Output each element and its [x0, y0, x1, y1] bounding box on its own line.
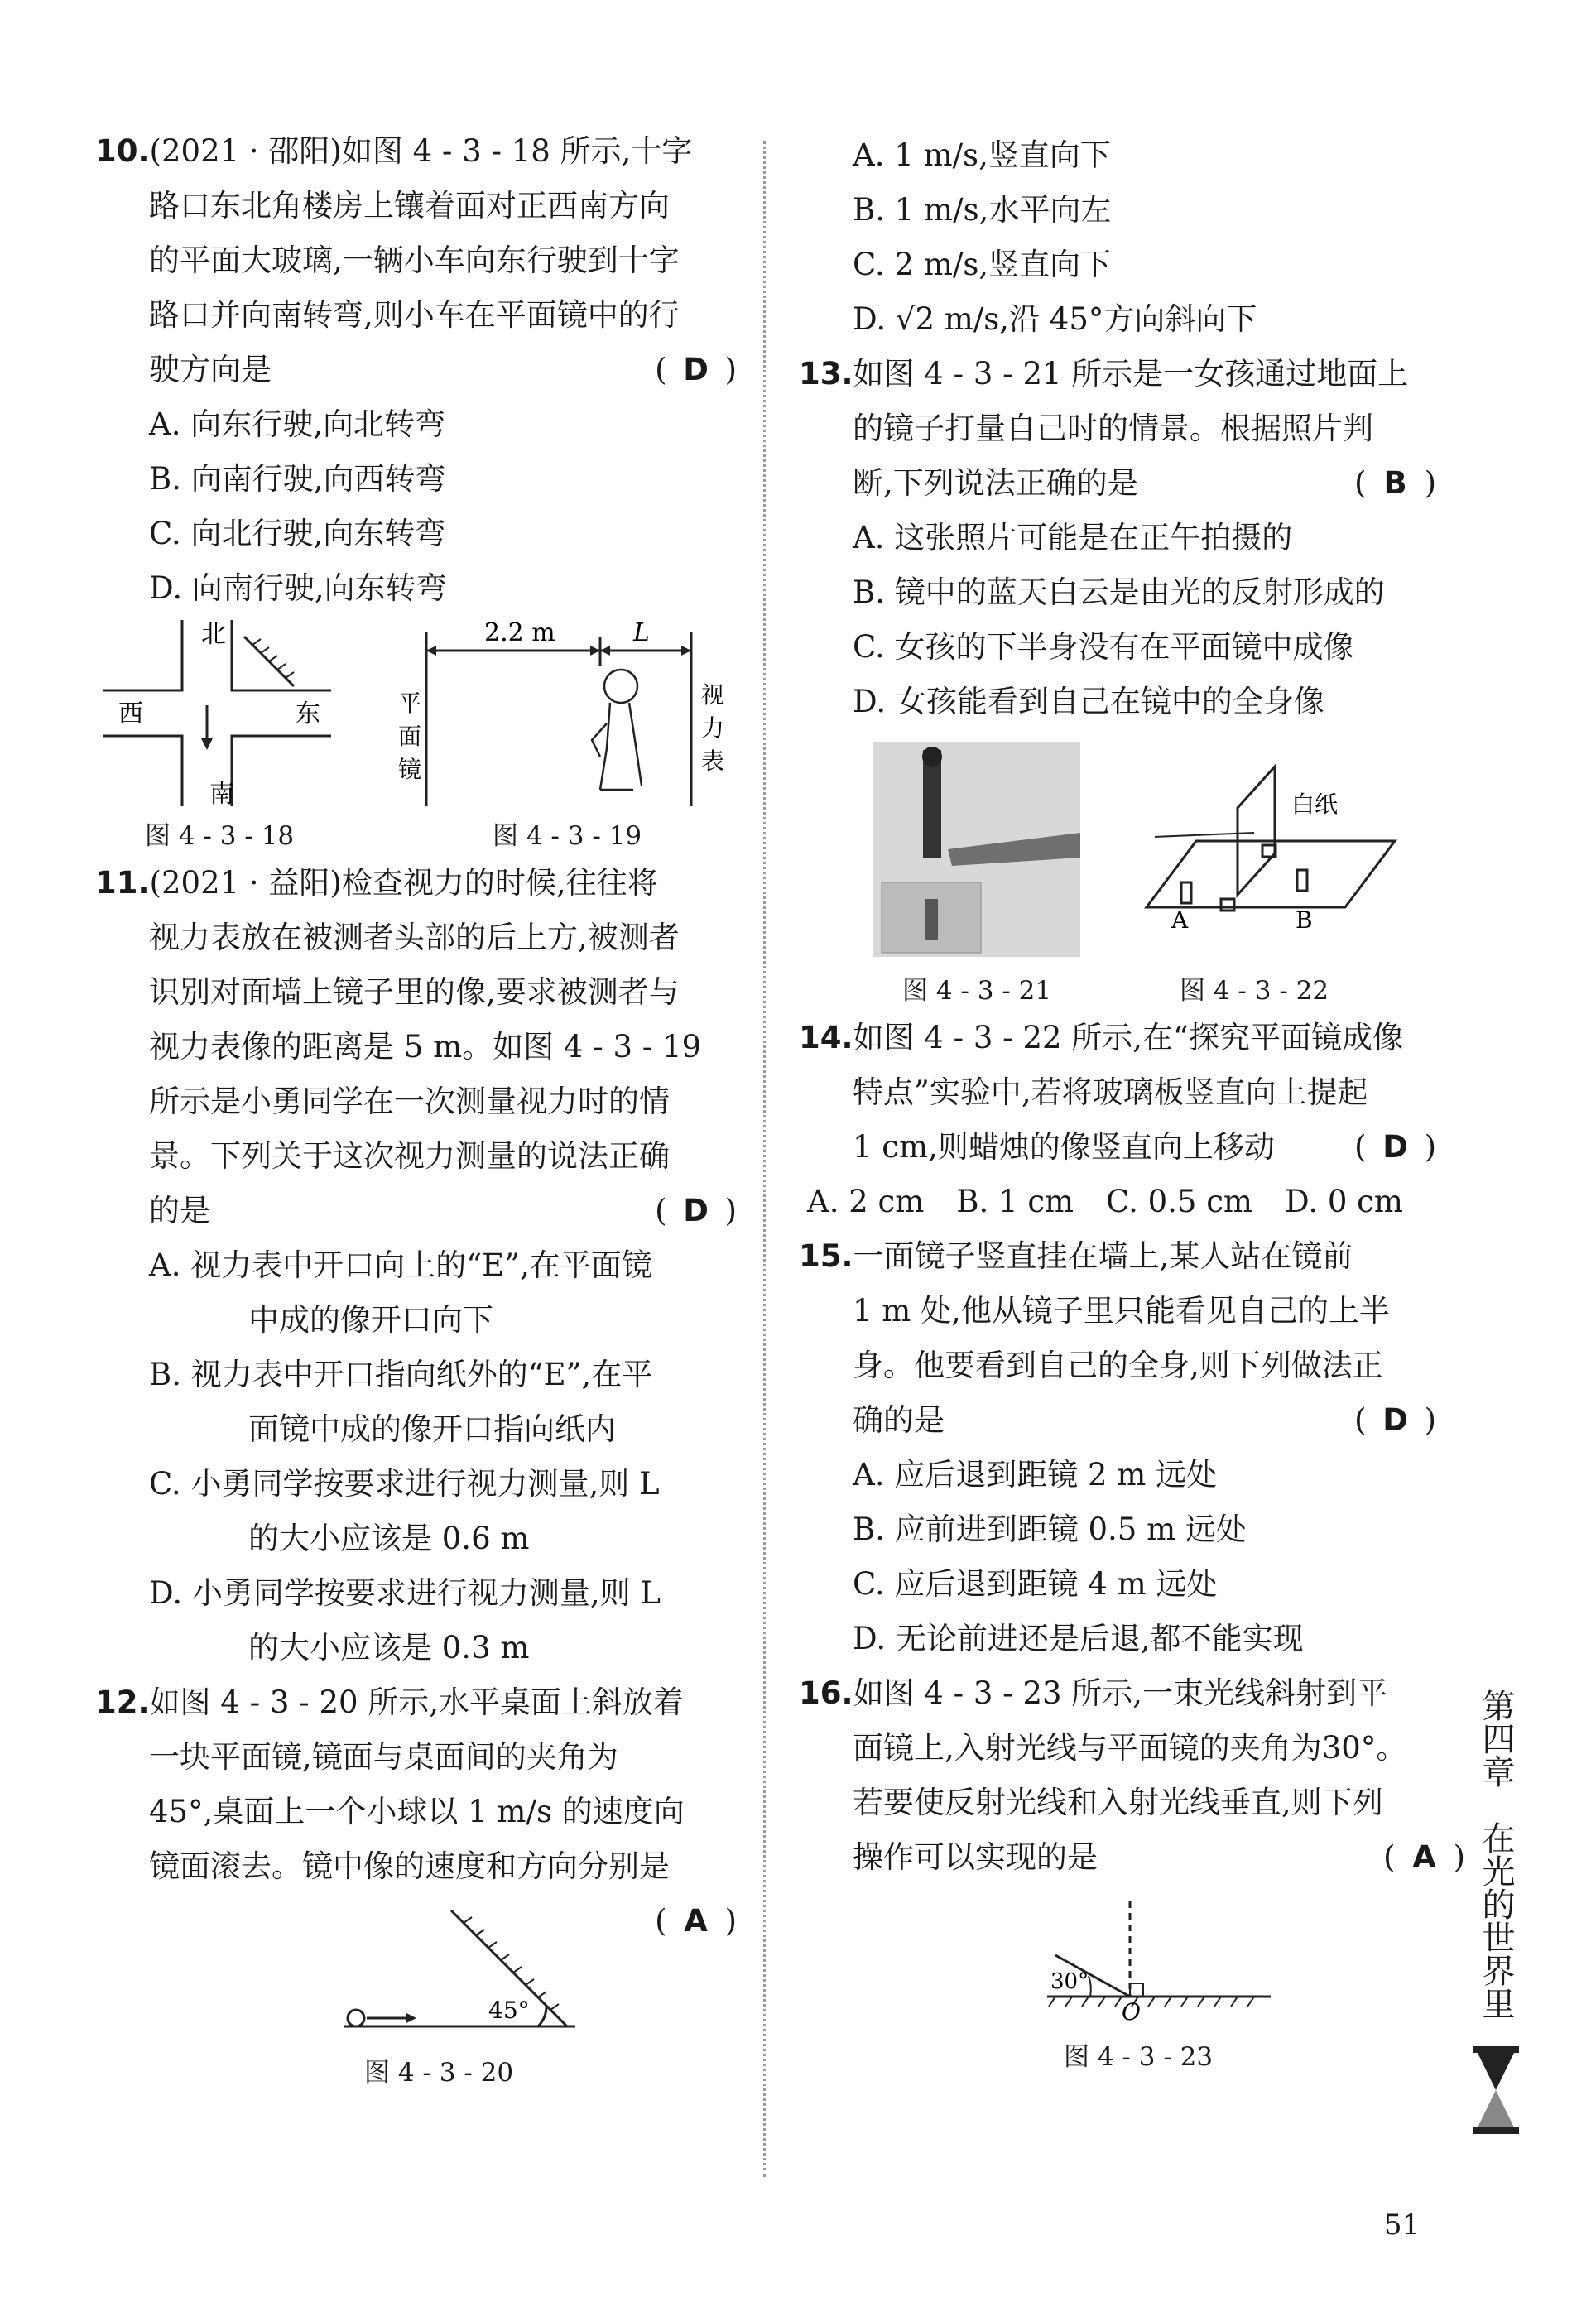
option: C. 小勇同学按要求进行视力测量,则 L 的大小应该是 0.6 m: [149, 1466, 660, 1556]
svg-text:平: 平: [398, 690, 422, 717]
question-14: 14.如图 4 - 3 - 22 所示,在“探究平面镜成像 特点”实验中,若将玻璃板竖直向上提起 1 cm,则蜡烛的像竖直向上移动 ( D ): [799, 1011, 1436, 1175]
person-icon: [592, 670, 642, 790]
question-11: 11.(2021 · 益阳)检查视力的时候,往往将 视力表放在被测者头部的后上方,被测者 识别对面墙上镜子里的像,要求被测者与 视力表像的距离是 5 m。如图 4 - 3 - 19 所示是小勇同学在一次测量视力时的情 景。下列关于这次视力测量的说法正确 的是 ( D ): [95, 856, 737, 1238]
girl-mirror-photo: [873, 742, 1080, 957]
hourglass-icon: [1471, 2045, 1521, 2136]
option: A. 这张照片可能是在正午拍摄的: [853, 520, 1293, 555]
figure-caption: 图 4 - 3 - 21: [902, 976, 1052, 1006]
chapter-title: 在光的世界里: [1477, 1821, 1515, 2020]
figure-caption: 图 4 - 3 - 20: [364, 2058, 514, 2088]
distance-label: 2.2 m: [484, 618, 555, 647]
answer-bracket: ( D ): [1354, 1393, 1436, 1448]
answer-bracket: ( D ): [1354, 1120, 1436, 1175]
option: A. 应后退到距镜 2 m 远处: [853, 1457, 1218, 1492]
svg-text:面: 面: [398, 723, 422, 750]
answer-bracket: ( B ): [1354, 456, 1436, 511]
answer-bracket: ( D ): [655, 1184, 737, 1238]
option: A. 向东行驶,向北转弯: [149, 406, 446, 442]
option: C. 应后退到距镜 4 m 远处: [853, 1566, 1218, 1602]
svg-text:镜: 镜: [398, 756, 422, 783]
right-column: [799, 128, 1465, 2075]
column-divider: [763, 141, 766, 2177]
question-number: 10.: [95, 133, 150, 169]
plane-mirror-experiment: [1138, 762, 1420, 944]
option: D. 无论前进还是后退,都不能实现: [853, 1621, 1304, 1656]
option: A. 视力表中开口向上的“E”,在平面镜 中成的像开口向下: [149, 1247, 652, 1338]
figure-row-18-19: [95, 616, 737, 856]
option: C. 2 m/s,竖直向下: [853, 247, 1112, 282]
label-a: A: [1171, 906, 1189, 934]
answer-letter: D: [683, 1193, 709, 1228]
answer-letter: B: [1383, 465, 1407, 501]
left-column: [95, 124, 737, 2101]
option: B. 向南行驶,向西转弯: [149, 461, 446, 497]
option: B. 镜中的蓝天白云是由光的反射形成的: [853, 574, 1385, 610]
option: B. 应前进到距镜 0.5 m 远处: [853, 1512, 1247, 1547]
page-number: 51: [1384, 2208, 1421, 2242]
figure-caption: 图 4 - 3 - 22: [1180, 976, 1329, 1006]
arrow-icon: [406, 2013, 416, 2023]
option: B. 视力表中开口指向纸外的“E”,在平 面镜中成的像开口指向纸内: [149, 1357, 653, 1447]
eye-test-diagram: [393, 616, 757, 815]
answer-letter: D: [1382, 1402, 1408, 1438]
road-edge: [103, 736, 182, 806]
ball-icon: [348, 2010, 364, 2026]
option: D. 向南行驶,向东转弯: [149, 570, 447, 606]
road-edge: [103, 620, 182, 690]
option: B. 1 m/s,水平向左: [853, 192, 1112, 228]
figure-row-20: [95, 1894, 737, 2101]
road-edge: [232, 620, 331, 690]
answer-bracket: ( A ): [655, 1894, 737, 1949]
length-label: L: [633, 618, 650, 647]
figure-caption: 图 4 - 3 - 23: [1064, 2042, 1214, 2072]
svg-text:视: 视: [701, 681, 725, 709]
svg-text:表: 表: [701, 747, 725, 775]
chapter-side-tab: [1467, 1689, 1525, 2144]
question-15: 15.一面镜子竖直挂在墙上,某人站在镜前 1 m 处,他从镜子里只能看见自己的上半 身。他要看到自己的全身,则下列做法正 确的是 ( D ): [799, 1229, 1436, 1448]
option: D. 小勇同学按要求进行视力测量,则 L 的大小应该是 0.3 m: [149, 1575, 661, 1665]
answer-bracket: ( D ): [655, 343, 737, 397]
option: C. 女孩的下半身没有在平面镜中成像: [853, 629, 1354, 665]
option: A. 1 m/s,竖直向下: [853, 137, 1111, 173]
light-reflection-diagram: [1039, 1897, 1287, 2021]
answer-letter: A: [1412, 1839, 1436, 1875]
inclined-mirror-diagram: [327, 1902, 592, 2043]
answer-bracket: ( A ): [1383, 1830, 1465, 1885]
question-10: 10.(2021 · 邵阳)如图 4 - 3 - 18 所示,十字 路口东北角楼房上镶着面对正西南方向 的平面大玻璃,一辆小车向东行驶到十字 路口并向南转弯,则小车在平面镜中的行 驶方向是 ( D ): [95, 124, 737, 397]
paper-label: 白纸: [1291, 791, 1339, 818]
option: D. 女孩能看到自己在镜中的全身像: [853, 684, 1324, 719]
label-north: 北: [201, 620, 226, 649]
point-label: O: [1122, 1998, 1141, 2021]
option: D. √2 m/s,沿 45°方向斜向下: [853, 301, 1257, 337]
label-b: B: [1296, 906, 1313, 934]
angle-label: 30°: [1050, 1969, 1089, 1994]
figure-caption: 图 4 - 3 - 18: [145, 821, 295, 851]
crossroad-diagram: [95, 616, 344, 815]
answer-letter: D: [683, 352, 709, 387]
label-east: 东: [296, 699, 320, 728]
chapter-label: 第四章: [1477, 1689, 1515, 1788]
option-row: A. 2 cm B. 1 cm C. 0.5 cm D. 0 cm: [807, 1184, 1403, 1219]
angle-label: 45°: [488, 1997, 530, 2024]
road-edge: [232, 736, 331, 806]
figure-caption: 图 4 - 3 - 19: [493, 821, 642, 851]
option: C. 向北行驶,向东转弯: [149, 516, 446, 551]
label-south: 南: [209, 780, 234, 809]
figure-row-23: [799, 1885, 1436, 2075]
question-13: 13.如图 4 - 3 - 21 所示是一女孩通过地面上 的镜子打量自己时的情景。根据照片判 断,下列说法正确的是 ( B ): [799, 347, 1436, 511]
question-16: 16.如图 4 - 3 - 23 所示,一束光线斜射到平 面镜上,入射光线与平面镜的夹角为30°。 若要使反射光线和入射光线垂直,则下列 操作可以实现的是 ( A ): [799, 1666, 1465, 1885]
svg-text:力: 力: [701, 714, 725, 742]
label-west: 西: [118, 699, 143, 728]
figure-row-21-22: [799, 729, 1436, 1011]
arrow-icon: [201, 738, 213, 750]
question-12: 12.如图 4 - 3 - 20 所示,水平桌面上斜放着 一块平面镜,镜面与桌面间的夹角为 45°,桌面上一个小球以 1 m/s 的速度向 镜面滚去。镜中像的速度和方向分别是 ( A ): [95, 1675, 737, 1894]
answer-letter: A: [684, 1903, 708, 1939]
answer-letter: D: [1382, 1129, 1408, 1165]
